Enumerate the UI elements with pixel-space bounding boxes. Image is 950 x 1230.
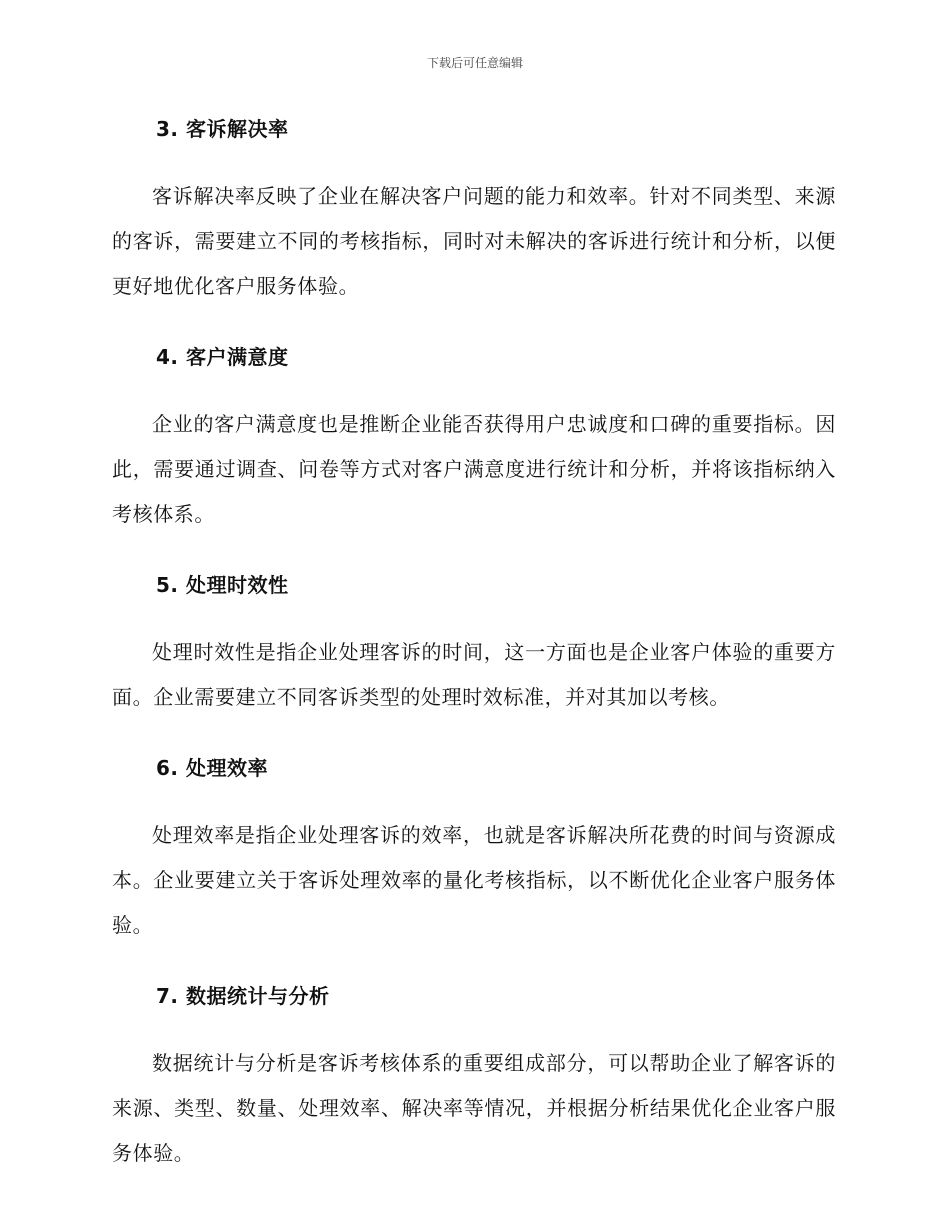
- section-heading: 7. 数据统计与分析: [156, 984, 330, 1008]
- section-6: [112, 747, 836, 948]
- section-paragraph: 数据统计与分析是客诉考核体系的重要组成部分，可以帮助企业了解客诉的来源、类型、数量、处理效率、解决率等情况，并根据分析结果优化企业客户服务体验。: [112, 1051, 836, 1165]
- section-heading: 5. 处理时效性: [156, 573, 289, 597]
- section-7: [112, 975, 836, 1176]
- section-heading: 4. 客户满意度: [156, 345, 289, 369]
- section-3: [112, 108, 836, 309]
- document-body: [112, 108, 836, 1203]
- section-heading: 3. 客诉解决率: [156, 117, 289, 141]
- section-paragraph: 处理效率是指企业处理客诉的效率，也就是客诉解决所花费的时间与资源成本。企业要建立关于客诉处理效率的量化考核指标，以不断优化企业客户服务体验。: [112, 823, 836, 937]
- section-paragraph: 客诉解决率反映了企业在解决客户问题的能力和效率。针对不同类型、来源的客诉，需要建立不同的考核指标，同时对未解决的客诉进行统计和分析，以便更好地优化客户服务体验。: [112, 184, 836, 298]
- section-4: [112, 336, 836, 537]
- section-paragraph: 企业的客户满意度也是推断企业能否获得用户忠诚度和口碑的重要指标。因此，需要通过调查、问卷等方式对客户满意度进行统计和分析，并将该指标纳入考核体系。: [112, 412, 836, 526]
- section-paragraph: 处理时效性是指企业处理客诉的时间，这一方面也是企业客户体验的重要方面。企业需要建立不同客诉类型的处理时效标准，并对其加以考核。: [112, 640, 836, 709]
- section-5: [112, 564, 836, 720]
- section-heading: 6. 处理效率: [156, 756, 268, 780]
- page-header: 下载后可任意编辑: [426, 56, 523, 70]
